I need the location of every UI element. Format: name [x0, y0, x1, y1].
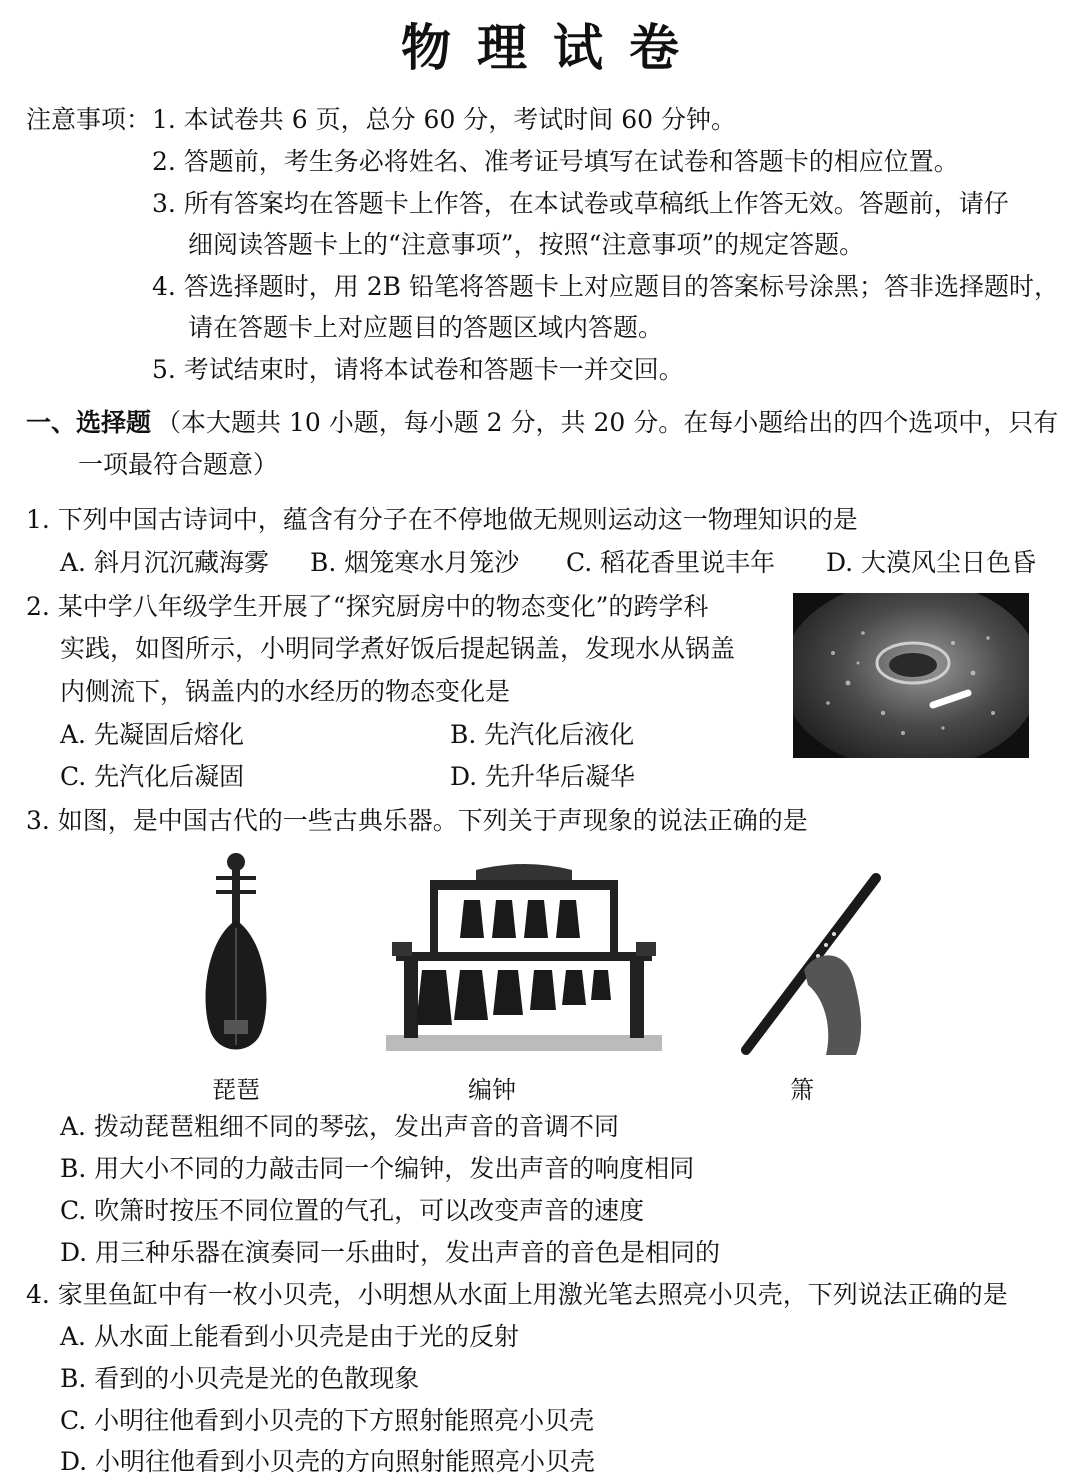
caption-pipa: 琵琶	[212, 1076, 260, 1104]
caption-xiao: 箫	[790, 1076, 814, 1104]
section-desc: 一项最符合题意）	[78, 450, 279, 479]
option-a: A. 拨动琵琶粗细不同的琴弦，发出声音的音调不同	[60, 1112, 619, 1141]
option-a: A. 斜月沉沉藏海雾	[60, 548, 269, 577]
option-d: D. 先升华后凝华	[450, 762, 636, 791]
pot-lid-photo	[793, 593, 1029, 758]
notice-item: 3. 所有答案均在答题卡上作答，在本试卷或草稿纸上作答无效。答题前，请仔	[152, 189, 1009, 218]
option-c: C. 稻花香里说丰年	[566, 548, 776, 577]
question-stem: 3. 如图，是中国古代的一些古典乐器。下列关于声现象的说法正确的是	[26, 806, 808, 835]
question-stem: 2. 某中学八年级学生开展了“探究厨房中的物态变化”的跨学科	[26, 592, 709, 621]
caption-bianzhong: 编钟	[468, 1076, 516, 1104]
option-d: D. 用三种乐器在演奏同一乐曲时，发出声音的音色是相同的	[60, 1238, 721, 1267]
notice-item: 请在答题卡上对应题目的答题区域内答题。	[188, 313, 664, 342]
notice-item: 2. 答题前，考生务必将姓名、准考证号填写在试卷和答题卡的相应位置。	[152, 147, 959, 176]
question-stem: 1. 下列中国古诗词中，蕴含有分子在不停地做无规则运动这一物理知识的是	[26, 505, 858, 534]
option-b: B. 用大小不同的力敲击同一个编钟，发出声音的响度相同	[60, 1154, 695, 1183]
option-b: B. 烟笼寒水月笼沙	[310, 548, 520, 577]
option-d: D. 小明往他看到小贝壳的方向照射能照亮小贝壳	[60, 1447, 596, 1476]
pipa-illustration	[196, 850, 276, 1060]
notice-item: 4. 答选择题时，用 2B 铅笔将答题卡上对应题目的答案标号涂黑；答非选择题时，	[152, 272, 1059, 301]
option-a: A. 从水面上能看到小贝壳是由于光的反射	[60, 1322, 519, 1351]
notice-item: 1. 本试卷共 6 页，总分 60 分，考试时间 60 分钟。	[152, 105, 737, 134]
question-stem: 实践，如图所示，小明同学煮好饭后提起锅盖，发现水从锅盖	[60, 634, 736, 663]
notice-label: 注意事项：	[26, 105, 152, 134]
option-a: A. 先凝固后熔化	[60, 720, 244, 749]
question-stem: 4. 家里鱼缸中有一枚小贝壳，小明想从水面上用激光笔去照亮小贝壳，下列说法正确的是	[26, 1280, 1008, 1309]
page-title: 物理试卷	[401, 18, 705, 77]
notice-item: 5. 考试结束时，请将本试卷和答题卡一并交回。	[152, 355, 684, 384]
option-b: B. 先汽化后液化	[450, 720, 635, 749]
section-desc: （本大题共 10 小题，每小题 2 分，共 20 分。在每小题给出的四个选项中，只有	[156, 408, 1059, 437]
option-c: C. 小明往他看到小贝壳的下方照射能照亮小贝壳	[60, 1406, 595, 1435]
notice-item: 细阅读答题卡上的“注意事项”，按照“注意事项”的规定答题。	[188, 230, 865, 259]
option-d: D. 大漠风尘日色昏	[826, 548, 1037, 577]
option-c: C. 吹箫时按压不同位置的气孔，可以改变声音的速度	[60, 1196, 645, 1225]
option-c: C. 先汽化后凝固	[60, 762, 245, 791]
question-stem: 内侧流下，锅盖内的水经历的物态变化是	[60, 677, 511, 706]
xiao-illustration	[736, 870, 886, 1060]
option-b: B. 看到的小贝壳是光的色散现象	[60, 1364, 420, 1393]
section-title: 一、选择题	[26, 408, 152, 437]
bianzhong-illustration	[386, 860, 662, 1055]
